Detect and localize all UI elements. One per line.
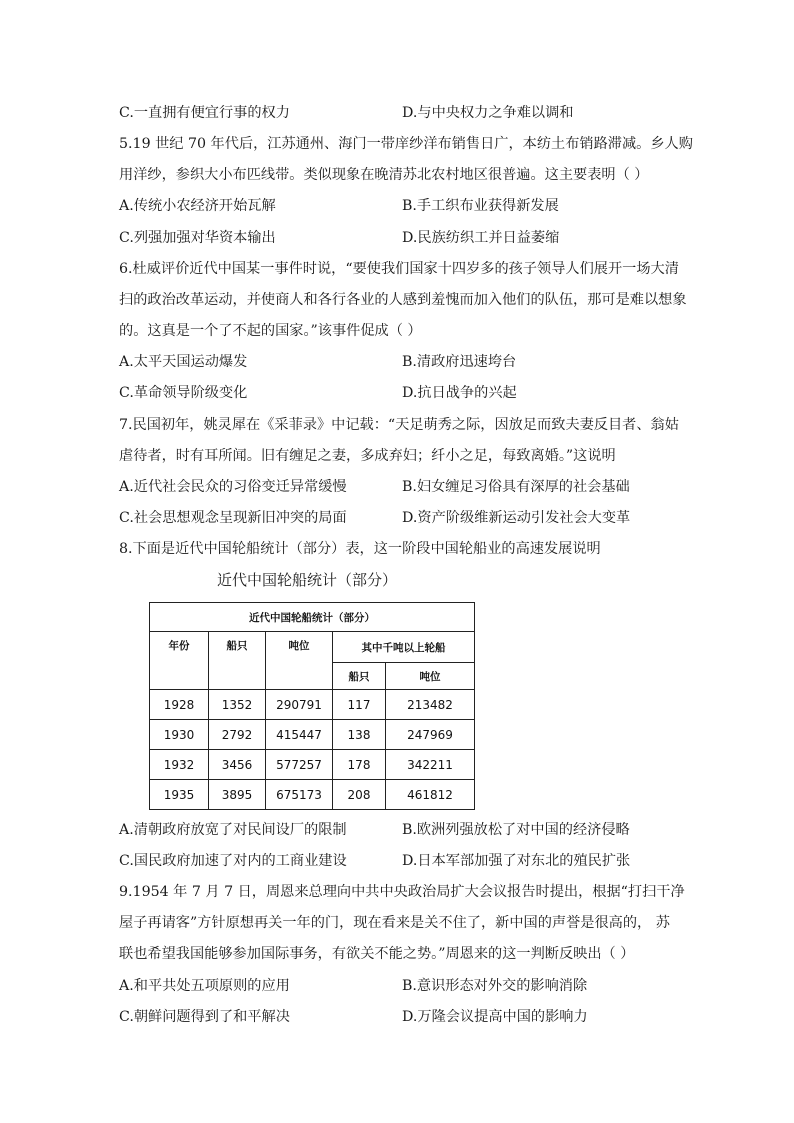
header-ships: 船只 xyxy=(209,632,266,690)
ship-statistics-table xyxy=(149,602,475,810)
q4-option-c: C.一直拥有便宜行事的权力 xyxy=(119,105,290,121)
q7-option-a: A.近代社会民众的习俗变迁异常缓慢 xyxy=(119,479,347,495)
cell-large-ships: 138 xyxy=(333,720,386,750)
cell-tonnage: 415447 xyxy=(266,720,333,750)
q6-option-b: B.清政府迅速垮台 xyxy=(402,354,517,370)
table-row xyxy=(150,720,475,750)
q8-option-b: B.欧洲列强放松了对中国的经济侵略 xyxy=(402,822,630,838)
q5-option-d: D.民族纺织工并日益萎缩 xyxy=(402,230,560,246)
cell-ships: 2792 xyxy=(209,720,266,750)
q9-option-d: D.万隆会议提高中国的影响力 xyxy=(402,1009,588,1025)
q6-option-c: C.革命领导阶级变化 xyxy=(119,385,248,401)
cell-large-ships: 178 xyxy=(333,750,386,780)
table-row xyxy=(150,690,475,720)
cell-large-ships: 208 xyxy=(333,780,386,810)
q5-stem-line-1: 5.19 世纪 70 年代后，江苏通州、海门一带庠纱洋布销售日广，本纺土布销路滞减。乡人购 xyxy=(119,136,693,152)
q9-option-b: B.意识形态对外交的影响消除 xyxy=(402,978,588,994)
q8-option-c: C.国民政府加速了对内的工商业建设 xyxy=(119,853,347,869)
q9-stem-line-2: 屋子再请客”方针原想再关一年的门，现在看来是关不住了，新中国的声誉是很高的， 苏 xyxy=(119,915,670,931)
table-caption: 近代中国轮船统计（部分） xyxy=(217,571,398,589)
q6-stem-line-1: 6.杜威评价近代中国某一事件时说，“要使我们国家十四岁多的孩子领导人们展开一场大清 xyxy=(119,261,679,277)
q9-stem-line-3: 联也希望我国能够参加国际事务，有欲关不能之势。”周恩来的这一判断反映出（ ） xyxy=(119,946,635,962)
subheader-tonnage: 吨位 xyxy=(386,663,475,690)
cell-ships: 3895 xyxy=(209,780,266,810)
header-year: 年份 xyxy=(150,632,209,690)
cell-tonnage: 675173 xyxy=(266,780,333,810)
table-row xyxy=(150,780,475,810)
q6-option-d: D.抗日战争的兴起 xyxy=(402,385,517,401)
cell-year: 1930 xyxy=(150,720,209,750)
q8-stem-line: 8.下面是近代中国轮船统计（部分）表，这一阶段中国轮船业的高速发展说明 xyxy=(119,541,601,557)
q7-option-c: C.社会思想观念呈现新旧冲突的局面 xyxy=(119,510,347,526)
q9-stem-line-1: 9.1954 年 7 月 7 日，周恩来总理向中共中央政治局扩大会议报告时提出，根据“打扫干净 xyxy=(119,884,685,900)
cell-large-ships: 117 xyxy=(333,690,386,720)
header-over-1000-ton: 其中千吨以上轮船 xyxy=(333,632,475,663)
q9-option-a: A.和平共处五项原则的应用 xyxy=(119,978,290,994)
cell-tonnage: 577257 xyxy=(266,750,333,780)
cell-ships: 1352 xyxy=(209,690,266,720)
subheader-ships: 船只 xyxy=(333,663,386,690)
q7-option-b: B.妇女缠足习俗具有深厚的社会基础 xyxy=(402,479,630,495)
q8-option-d: D.日本军部加强了对东北的殖民扩张 xyxy=(402,853,631,869)
q6-stem-line-2: 扫的政治改革运动，并使商人和各行各业的人感到羞愧而加入他们的队伍，那可是难以想象 xyxy=(119,292,687,308)
q7-stem-line-1: 7.民国初年，姚灵犀在《采菲录》中记载：“天足萌秀之际，因放足而致夫妻反目者、翁姑 xyxy=(119,417,679,433)
table-row xyxy=(150,750,475,780)
q6-option-a: A.太平天国运动爆发 xyxy=(119,354,248,370)
cell-large-tonnage: 213482 xyxy=(386,690,475,720)
table-title: 近代中国轮船统计（部分） xyxy=(150,603,475,632)
q5-stem-line-2: 用洋纱，参织大小布匹线带。类似现象在晚清苏北农村地区很普遍。这主要表明（ ） xyxy=(119,167,649,183)
cell-ships: 3456 xyxy=(209,750,266,780)
q8-option-a: A.清朝政府放宽了对民间设厂的限制 xyxy=(119,822,347,838)
q6-stem-line-3: 的。这真是一个了不起的国家。”该事件促成（ ） xyxy=(119,323,422,339)
cell-year: 1928 xyxy=(150,690,209,720)
cell-tonnage: 290791 xyxy=(266,690,333,720)
header-tonnage: 吨位 xyxy=(266,632,333,690)
q5-option-c: C.列强加强对华资本输出 xyxy=(119,230,276,246)
q4-option-d: D.与中央权力之争难以调和 xyxy=(402,105,574,121)
cell-large-tonnage: 342211 xyxy=(386,750,475,780)
cell-year: 1935 xyxy=(150,780,209,810)
q7-option-d: D.资产阶级维新运动引发社会大变革 xyxy=(402,510,631,526)
q7-stem-line-2: 虐待者，时有耳所闻。旧有缠足之妻，多成弃妇；纤小之足，每致离婚。”这说明 xyxy=(119,448,616,464)
cell-year: 1932 xyxy=(150,750,209,780)
q5-option-a: A.传统小农经济开始瓦解 xyxy=(119,198,276,214)
q5-option-b: B.手工织布业获得新发展 xyxy=(402,198,559,214)
cell-large-tonnage: 461812 xyxy=(386,780,475,810)
q9-option-c: C.朝鲜问题得到了和平解决 xyxy=(119,1009,290,1025)
cell-large-tonnage: 247969 xyxy=(386,720,475,750)
